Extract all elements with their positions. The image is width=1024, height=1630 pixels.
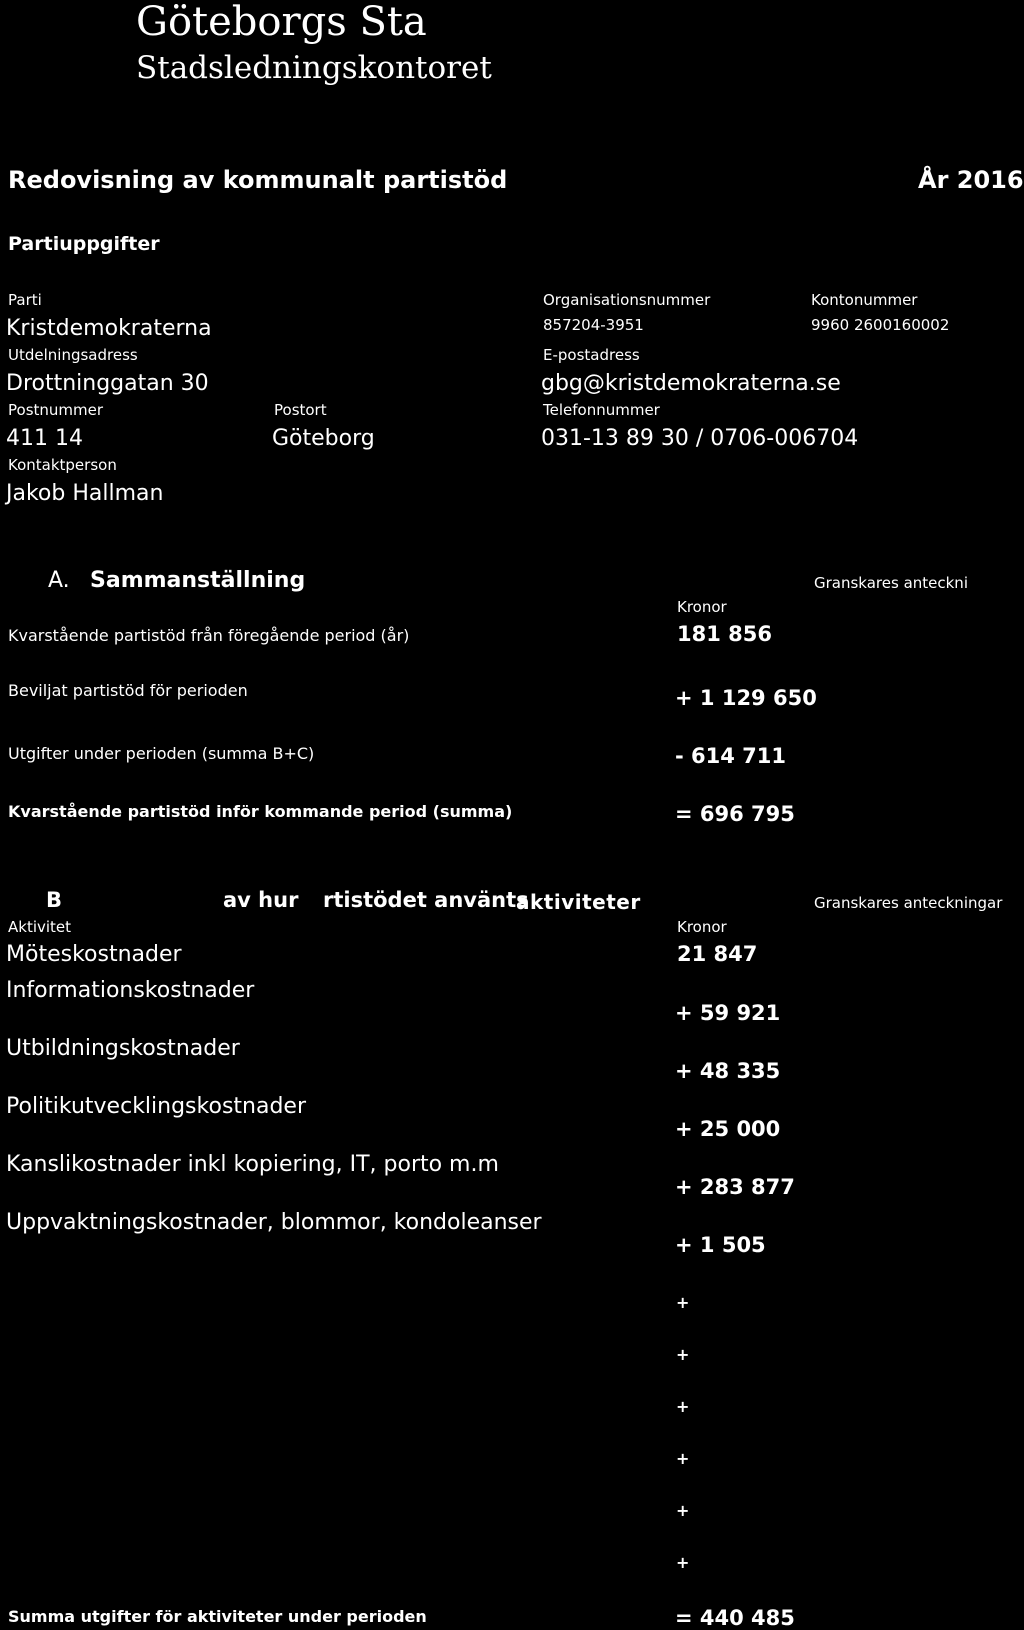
activity-amount-6: + — [676, 1293, 690, 1312]
section-a-kronor-label: Kronor — [677, 598, 727, 616]
section-a-reviewer-notes: Granskares anteckni — [814, 574, 968, 592]
section-b-reviewer-notes: Granskares anteckningar — [814, 894, 1003, 912]
postcode-label: Postnummer — [8, 401, 104, 419]
section-b-title-part3: aktiviteter — [516, 890, 641, 914]
org-subtitle: Stadsledningskontoret — [136, 50, 492, 86]
activity-amount-10: + — [676, 1501, 690, 1520]
section-b-total-label: Summa utgifter för aktiviteter under perioden — [8, 1607, 427, 1626]
section-a-row-amount-0: 181 856 — [677, 622, 772, 646]
account-label: Kontonummer — [811, 291, 918, 309]
activity-item-4: Kanslikostnader inkl kopiering, IT, porto m.m — [6, 1152, 499, 1177]
email-label: E-postadress — [543, 346, 640, 364]
activity-item-3: Politikutvecklingskostnader — [6, 1094, 306, 1119]
activity-amount-8: + — [676, 1397, 690, 1416]
activity-amount-9: + — [676, 1449, 690, 1468]
org-title: Göteborgs Sta — [136, 0, 427, 45]
address-value: Drottninggatan 30 — [6, 371, 209, 396]
phone-value: 031-13 89 30 / 0706-006704 — [541, 426, 859, 451]
account-value: 9960 2600160002 — [811, 316, 950, 334]
postcode-value: 411 14 — [6, 426, 83, 451]
party-value: Kristdemokraterna — [6, 316, 212, 341]
contact-label: Kontaktperson — [8, 456, 117, 474]
activity-amount-4: + 283 877 — [675, 1175, 795, 1199]
report-title: Redovisning av kommunalt partistöd — [8, 166, 508, 194]
city-label: Postort — [274, 401, 327, 419]
activity-item-2: Utbildningskostnader — [6, 1036, 240, 1061]
section-b-title-part2: rtistödet använts — [323, 888, 529, 912]
section-a-letter: A. — [48, 568, 70, 593]
contact-value: Jakob Hallman — [6, 481, 164, 506]
section-b-total-value: = 440 485 — [675, 1606, 795, 1630]
section-a-row-label-3: Kvarstående partistöd inför kommande period (summa) — [8, 802, 513, 821]
activity-amount-2: + 48 335 — [675, 1059, 781, 1083]
section-b-activity-label: Aktivitet — [8, 918, 72, 936]
activity-item-1: Informationskostnader — [6, 978, 255, 1003]
activity-amount-3: + 25 000 — [675, 1117, 781, 1141]
section-b-letter: B — [46, 888, 63, 912]
activity-amount-1: + 59 921 — [675, 1001, 781, 1025]
activity-amount-0: 21 847 — [677, 942, 758, 966]
section-a-row-amount-2: - 614 711 — [675, 744, 787, 768]
activity-amount-11: + — [676, 1553, 690, 1572]
section-a-title: Sammanställning — [90, 568, 306, 593]
org-nr-value: 857204-3951 — [543, 316, 644, 334]
section-a-row-amount-3: = 696 795 — [675, 802, 795, 826]
section-a-row-label-0: Kvarstående partistöd från föregående period (år) — [8, 626, 410, 645]
activity-amount-5: + 1 505 — [675, 1233, 766, 1257]
activity-item-5: Uppvaktningskostnader, blommor, kondoleanser — [6, 1210, 542, 1235]
section-b-title-part1: av hur — [223, 888, 299, 912]
org-nr-label: Organisationsnummer — [543, 291, 711, 309]
address-label: Utdelningsadress — [8, 346, 138, 364]
party-info-heading: Partiuppgifter — [8, 233, 160, 255]
section-b-kronor-label: Kronor — [677, 918, 727, 936]
section-a-row-amount-1: + 1 129 650 — [675, 686, 817, 710]
phone-label: Telefonnummer — [543, 401, 660, 419]
report-year: År 2016 — [918, 166, 1024, 194]
email-value: gbg@kristdemokraterna.se — [541, 371, 841, 396]
city-value: Göteborg — [272, 426, 375, 451]
section-a-row-label-2: Utgifter under perioden (summa B+C) — [8, 744, 315, 763]
party-label: Parti — [8, 291, 42, 309]
section-a-row-label-1: Beviljat partistöd för perioden — [8, 681, 248, 700]
activity-item-0: Möteskostnader — [6, 942, 182, 967]
activity-amount-7: + — [676, 1345, 690, 1364]
